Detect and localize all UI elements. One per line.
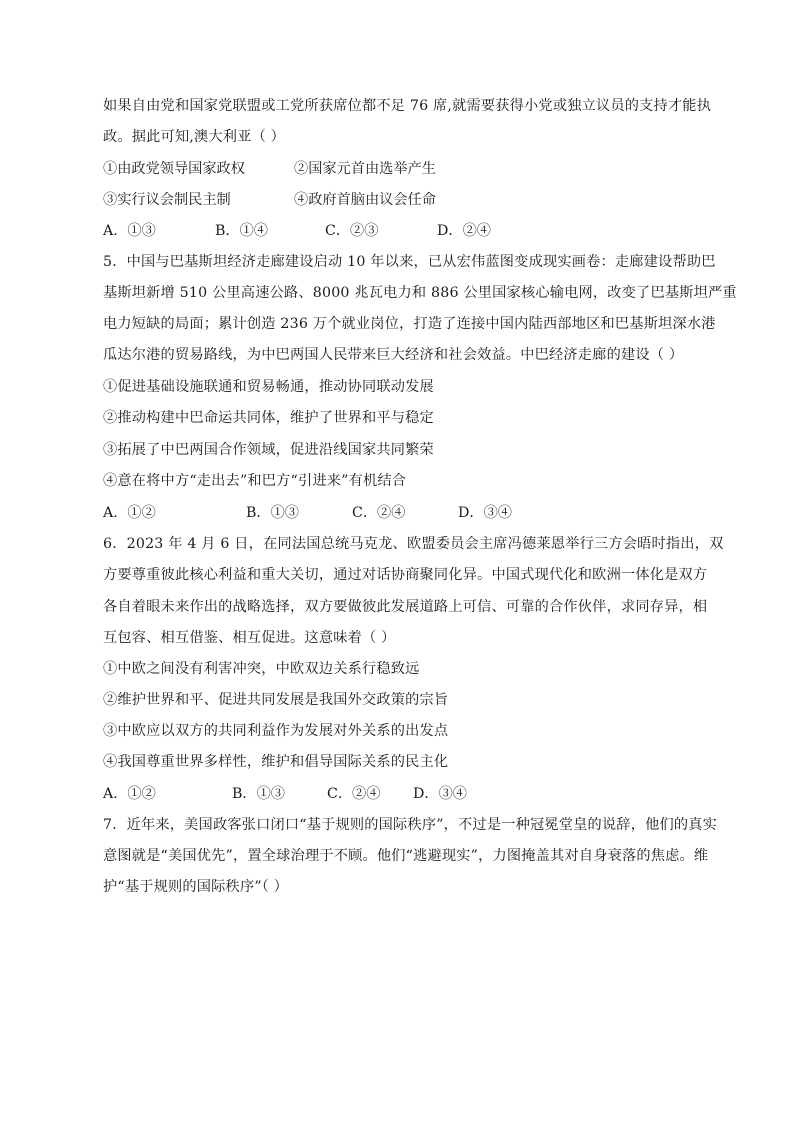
- q5-options: [103, 503, 703, 523]
- q4-stem-line-1: 如果自由党和国家党联盟或工党所获席位都不足 76 席,就需要获得小党或独立议员的支持才能执: [103, 98, 712, 114]
- q5-option-a: A．①②: [103, 505, 156, 521]
- q5-option-d: D．③④: [458, 505, 512, 521]
- q6-stem-line-3: 各自着眼未来作出的战略选择，双方要做彼此发展道路上可信、可靠的合作伙伴，求同存异，相: [103, 599, 708, 615]
- q4-option-d: D．②④: [437, 223, 491, 239]
- q4-item-2: ②国家元首由选举产生: [294, 161, 436, 177]
- q4-item-4: ④政府首脑由议会任命: [294, 192, 436, 208]
- q7-stem-line-2: 意图就是“美国优先”，置全球治理于不顾。他们“逃避现实”，力图掩盖其对自身衰落的焦虑。维: [103, 848, 709, 864]
- q6-option-a: A．①②: [103, 786, 156, 802]
- q7-stem-line-1: 7．近年来，美国政客张口闭口“基于规则的国际秩序”，不过是一种冠冕堂皇的说辞，他们的真实: [103, 817, 718, 833]
- q4-items-row-1: [103, 159, 703, 179]
- q7-stem-line-3: 护“基于规则的国际秩序”（ ）: [103, 879, 289, 895]
- q6-stem-line-1: 6．2023 年 4 月 6 日，在同法国总统马克龙、欧盟委员会主席冯德莱恩举行三方会晤时指出，双: [103, 536, 724, 552]
- q5-item-3: ③拓展了中巴两国合作领域，促进沿线国家共同繁荣: [103, 442, 434, 458]
- q6-item-4: ④我国尊重世界多样性，维护和倡导国际关系的民主化: [103, 754, 449, 770]
- q6-item-1: ①中欧之间没有利害冲突，中欧双边关系行稳致远: [103, 661, 420, 677]
- q5-stem-line-3: 电力短缺的局面；累计创造 236 万个就业岗位，打造了连接中国内陆西部地区和巴基斯坦深水港: [103, 316, 716, 332]
- q4-items-row-2: [103, 190, 703, 210]
- q5-stem-line-2: 基斯坦新增 510 公里高速公路、8000 兆瓦电力和 886 公里国家核心输电网，改变了巴基斯坦严重: [103, 285, 737, 301]
- q6-stem-line-4: 互包容、相互借鉴、相互促进。这意味着（ ）: [103, 630, 396, 646]
- q4-option-b: B．①④: [215, 223, 268, 239]
- q4-stem-line-2: 政。据此可知,澳大利亚（ ）: [103, 129, 286, 145]
- q4-item-3: ③实行议会制民主制: [103, 192, 231, 208]
- q4-option-c: C．②③: [325, 223, 379, 239]
- q6-item-3: ③中欧应以双方的共同利益作为发展对外关系的出发点: [103, 723, 449, 739]
- q6-option-d: D．③④: [413, 786, 467, 802]
- q5-option-b: B．①③: [246, 505, 299, 521]
- q6-option-c: C．②④: [327, 786, 381, 802]
- q4-item-1: ①由政党领导国家政权: [103, 161, 245, 177]
- q5-item-1: ①促进基础设施联通和贸易畅通，推动协同联动发展: [103, 379, 434, 395]
- q5-item-4: ④意在将中方“走出去”和巴方“引进来”有机结合: [103, 473, 407, 489]
- q5-item-2: ②推动构建中巴命运共同体，维护了世界和平与稳定: [103, 410, 434, 426]
- q4-option-a: A．①③: [103, 223, 156, 239]
- q6-item-2: ②维护世界和平、促进共同发展是我国外交政策的宗旨: [103, 692, 449, 708]
- q5-stem-line-1: 5．中国与巴基斯坦经济走廊建设启动 10 年以来，已从宏伟蓝图变成现实画卷：走廊建设帮助巴: [103, 254, 716, 270]
- q6-stem-line-2: 方要尊重彼此核心利益和重大关切，通过对话协商聚同化异。中国式现代化和欧洲一体化是双方: [103, 567, 708, 583]
- q4-options: [103, 221, 703, 241]
- q6-options: [103, 784, 703, 804]
- q6-option-b: B．①③: [232, 786, 285, 802]
- q5-option-c: C．②④: [352, 505, 406, 521]
- q5-stem-line-4: 瓜达尔港的贸易路线，为中巴两国人民带来巨大经济和社会效益。中巴经济走廊的建设（ ）: [103, 347, 684, 363]
